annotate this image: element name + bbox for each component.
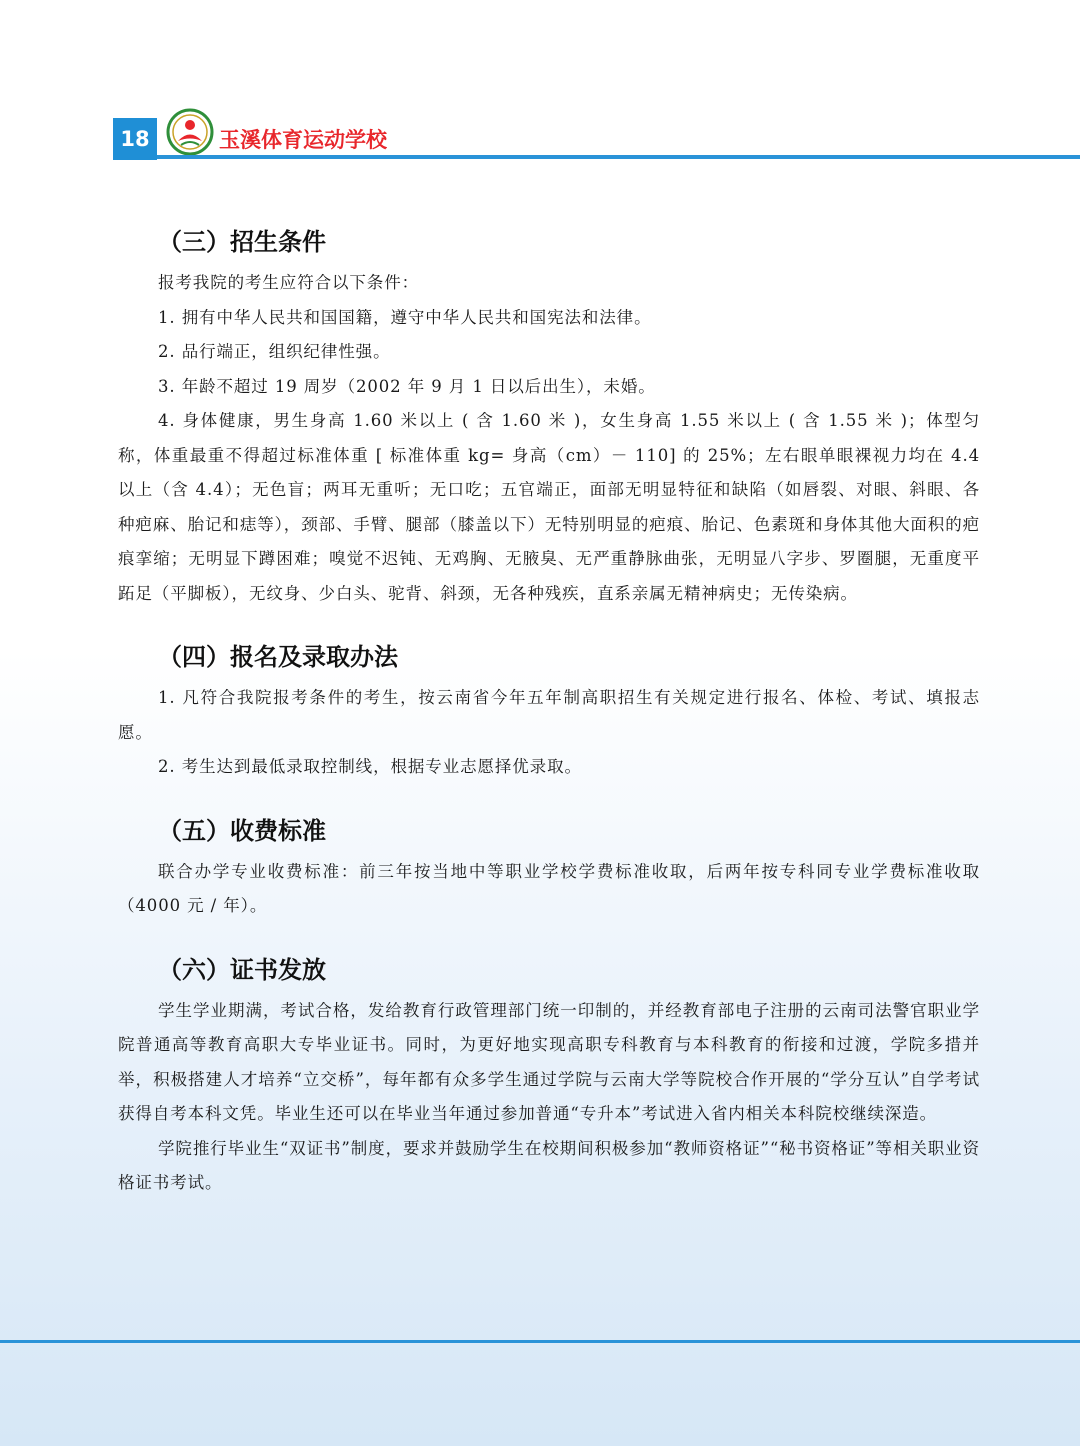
paragraph: 学院推行毕业生“双证书”制度，要求并鼓励学生在校期间积极参加“教师资格证”“秘书资格证”等相关职业资格证书考试。 bbox=[118, 1138, 980, 1192]
school-name: 玉溪体育运动学校 bbox=[219, 128, 387, 152]
paragraph: 2. 品行端正，组织纪律性强。 bbox=[158, 342, 391, 361]
main-content bbox=[118, 222, 980, 1227]
paragraph: 3. 年龄不超过 19 周岁（2002 年 9 月 1 日以后出生），未婚。 bbox=[158, 376, 656, 396]
paragraph: 学生学业期满，考试合格，发给教育行政管理部门统一印制的，并经教育部电子注册的云南司法警官职业学院普通高等教育高职大专毕业证书。同时，为更好地实现高职专科教育与本科教育的衔接和过渡，学院多措并举，积极搭建人才培养“立交桥”，每年都有众多学生通过学院与云南大学等院校合作开展的“学分互认”自学考试获得自考本科文凭。毕业生还可以在毕业当年通过参加普通“专升本”考试进入省内相关本科院校继续深造。 bbox=[118, 1000, 980, 1123]
footer-divider bbox=[0, 1340, 1080, 1343]
header-divider bbox=[157, 155, 1080, 159]
page-number: 18 bbox=[113, 118, 157, 160]
section-title: （三）招生条件 bbox=[158, 228, 326, 256]
paragraph: 2. 考生达到最低录取控制线，根据专业志愿择优录取。 bbox=[158, 757, 582, 776]
paragraph: 报考我院的考生应符合以下条件： bbox=[158, 273, 419, 292]
section-fees bbox=[118, 811, 980, 924]
section-registration-admission bbox=[118, 637, 980, 785]
page-header bbox=[0, 0, 1080, 170]
section-admission-requirements bbox=[118, 222, 980, 611]
section-certificates bbox=[118, 950, 980, 1201]
section-title: （六）证书发放 bbox=[158, 955, 326, 984]
paragraph: 联合办学专业收费标准：前三年按当地中等职业学校学费标准收取，后两年按专科同专业学费标准收取（4000 元 / 年）。 bbox=[118, 861, 980, 915]
paragraph: 4. 身体健康，男生身高 1.60 米以上 ( 含 1.60 米 )，女生身高 1.55 米以上 ( 含 1.55 米 )；体型匀称，体重最重不得超过标准体重 [ 标准体重 kg= 身高（cm）－ 110] 的 25%；左右眼单眼裸视力均在 4.4 以上（含 4.4）；无色盲；两耳无重听；无口吃；五官端正，面部无明显特征和缺陷（如唇裂、对眼、斜眼、各种疤麻、胎记和痣等），颈部、手臂、腿部（膝盖以下）无特别明显的疤痕、胎记、色素斑和身体其他大面积的疤痕挛缩；无明显下蹲困难；嗅觉不迟钝、无鸡胸、无腋臭、无严重静脉曲张，无明显八字步、罗圈腿，无重度平跖足（平脚板），无纹身、少白头、驼背、斜颈，无各种残疾，直系亲属无精神病史；无传染病。 bbox=[118, 411, 980, 603]
section-title: （四）报名及录取办法 bbox=[158, 643, 398, 671]
school-logo-icon bbox=[166, 108, 214, 156]
section-title: （五）收费标准 bbox=[158, 816, 326, 845]
paragraph: 1. 凡符合我院报考条件的考生，按云南省今年五年制高职招生有关规定进行报名、体检、考试、填报志愿。 bbox=[118, 688, 980, 742]
paragraph: 1. 拥有中华人民共和国国籍，遵守中华人民共和国宪法和法律。 bbox=[158, 307, 652, 327]
